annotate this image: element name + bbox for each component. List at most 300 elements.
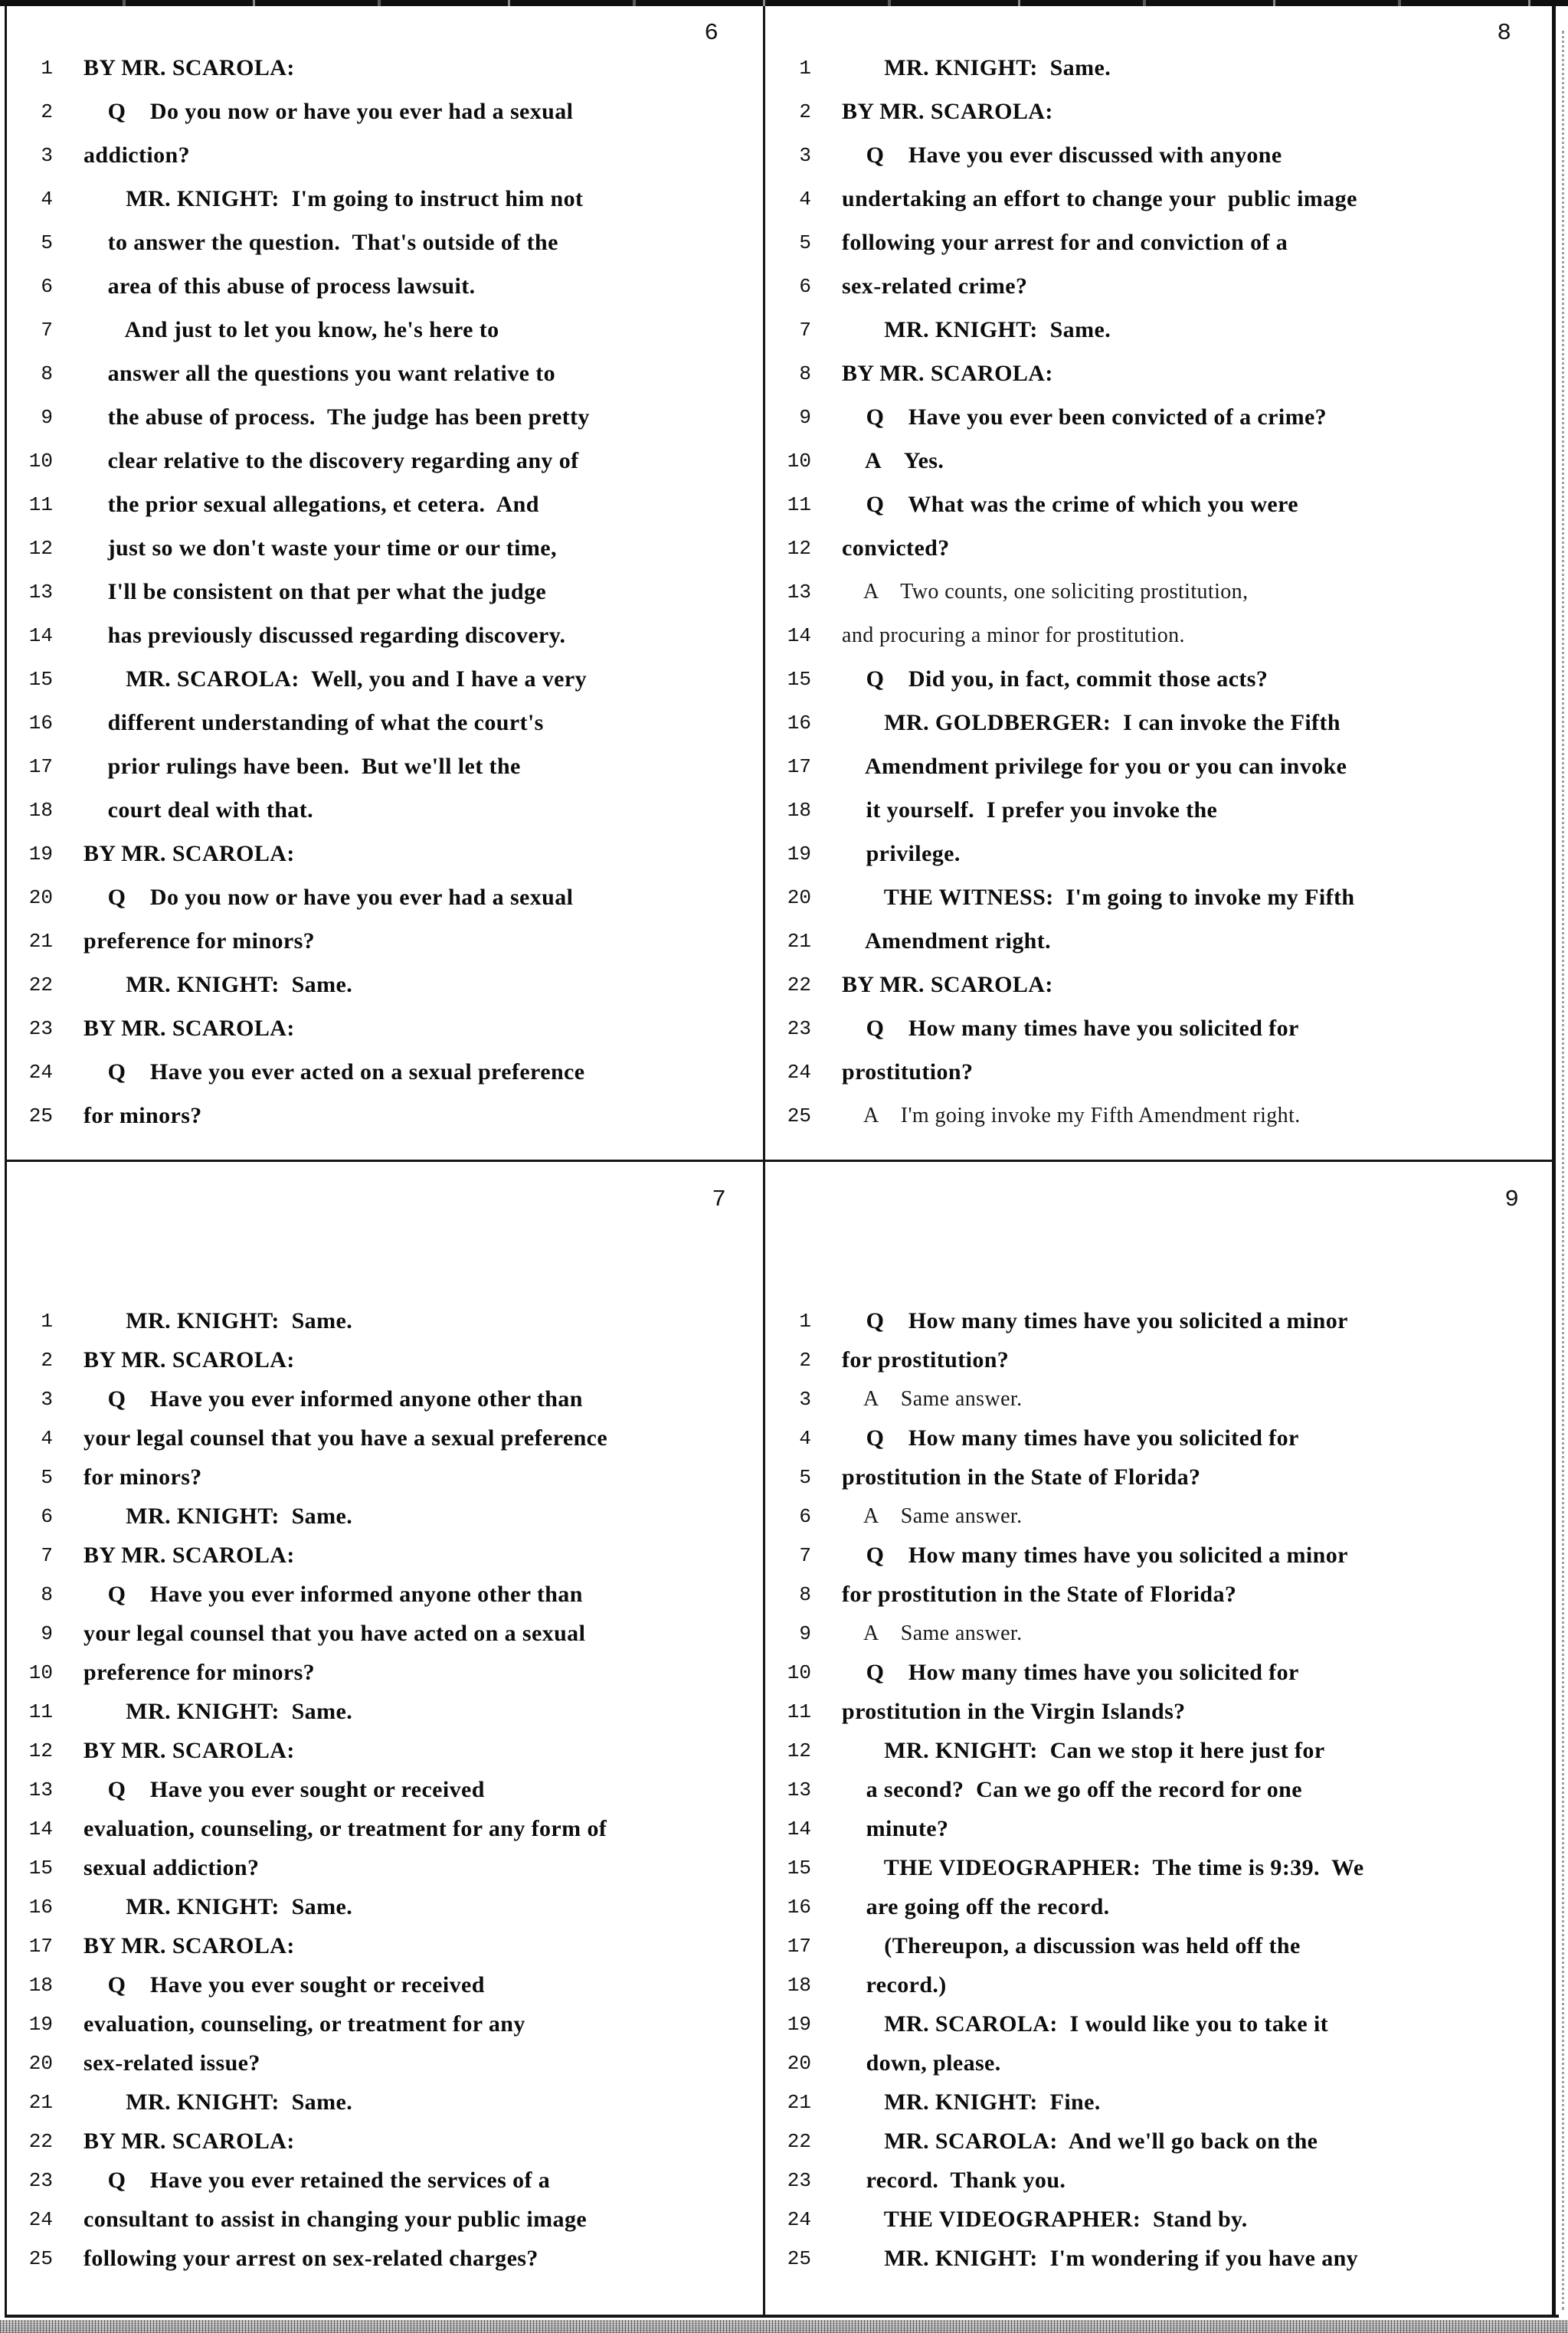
- line-text: prostitution in the State of Florida?: [842, 1464, 1201, 1490]
- transcript-line: [765, 177, 1556, 221]
- line-text: are going off the record.: [842, 1893, 1110, 1919]
- line-number: 4: [41, 1426, 53, 1450]
- transcript-line: [765, 2200, 1556, 2239]
- line-text: THE VIDEOGRAPHER: The time is 9:39. We: [842, 1854, 1364, 1880]
- line-number: 14: [787, 623, 811, 647]
- line-number: 17: [28, 1934, 53, 1958]
- line-text: prostitution in the Virgin Islands?: [842, 1698, 1186, 1724]
- transcript-line: [765, 1094, 1556, 1137]
- line-number: 1: [799, 1309, 811, 1333]
- transcript-line: [765, 614, 1556, 657]
- line-text: A Yes.: [842, 447, 944, 473]
- transcript-line: [7, 701, 763, 744]
- line-number: 5: [799, 1465, 811, 1489]
- line-number: 22: [787, 2129, 811, 2153]
- line-text: BY MR. SCAROLA:: [83, 54, 295, 80]
- line-text: record.): [842, 1971, 947, 1998]
- line-number: 14: [28, 623, 53, 647]
- line-text: to answer the question. That's outside of the: [83, 229, 558, 255]
- transcript-line: [765, 133, 1556, 177]
- line-number: 7: [41, 1543, 53, 1567]
- line-text: BY MR. SCAROLA:: [83, 2128, 295, 2154]
- line-number: 13: [28, 1778, 53, 1801]
- line-text: for prostitution?: [842, 1346, 1010, 1373]
- line-text: A I'm going invoke my Fifth Amendment right.: [842, 1103, 1301, 1127]
- line-number: 19: [787, 2012, 811, 2036]
- line-text: BY MR. SCAROLA:: [842, 98, 1053, 124]
- line-number: 12: [787, 536, 811, 560]
- line-number: 8: [41, 362, 53, 385]
- transcript-line: [7, 1006, 763, 1050]
- scan-border-top: [0, 0, 1568, 6]
- transcript-line: [7, 439, 763, 483]
- line-number: 23: [787, 1016, 811, 1040]
- line-number: 12: [28, 536, 53, 560]
- line-number: 5: [799, 231, 811, 254]
- line-number: 18: [28, 798, 53, 822]
- line-number: 6: [41, 1504, 53, 1528]
- page-number: 7: [712, 1186, 726, 1213]
- transcript-line: [7, 1926, 763, 1965]
- transcript-line: [765, 2083, 1556, 2122]
- line-text: Q Have you ever informed anyone other than: [83, 1581, 583, 1607]
- transcript-line: [7, 1770, 763, 1809]
- transcript-line: [765, 264, 1556, 308]
- line-text: and procuring a minor for prostitution.: [842, 623, 1185, 647]
- line-text: (Thereupon, a discussion was held off the: [842, 1932, 1301, 1958]
- line-number: 9: [799, 1621, 811, 1645]
- transcript-line: [765, 875, 1556, 919]
- line-number: 13: [787, 1778, 811, 1801]
- line-number: 12: [28, 1739, 53, 1762]
- line-text: consultant to assist in changing your public image: [83, 2206, 588, 2232]
- line-text: following your arrest on sex-related charges?: [83, 2245, 538, 2271]
- line-text: Q How many times have you solicited a minor: [842, 1307, 1348, 1333]
- line-text: Q Have you ever sought or received: [83, 1776, 485, 1802]
- line-text: addiction?: [83, 142, 191, 168]
- transcript-line: [765, 352, 1556, 395]
- transcript-line: [765, 308, 1556, 352]
- line-text: A Same answer.: [842, 1386, 1023, 1411]
- line-number: 24: [787, 1060, 811, 1084]
- transcript-line: [7, 1340, 763, 1379]
- line-number: 9: [41, 1621, 53, 1645]
- transcript-line: [7, 1614, 763, 1653]
- line-text: following your arrest for and conviction of a: [842, 229, 1288, 255]
- line-text: area of this abuse of process lawsuit.: [83, 273, 476, 299]
- line-number: 20: [787, 2051, 811, 2075]
- line-text: MR. SCAROLA: I would like you to take it: [842, 2011, 1329, 2037]
- line-number: 4: [799, 187, 811, 211]
- line-text: MR. KNIGHT: Same.: [83, 1307, 353, 1333]
- page-lines: [765, 46, 1556, 1137]
- line-text: Q Do you now or have you ever had a sexual: [83, 884, 574, 910]
- transcript-line: [765, 1887, 1556, 1926]
- transcript-line: [7, 614, 763, 657]
- transcript-line: [7, 177, 763, 221]
- transcript-line: [7, 395, 763, 439]
- line-text: down, please.: [842, 2050, 1001, 2076]
- line-text: preference for minors?: [83, 928, 316, 954]
- line-text: Amendment privilege for you or you can invoke: [842, 753, 1347, 779]
- line-text: a second? Can we go off the record for one: [842, 1776, 1302, 1802]
- transcript-line: [7, 1887, 763, 1926]
- line-text: I'll be consistent on that per what the judge: [83, 578, 547, 604]
- line-text: Q How many times have you solicited for: [842, 1659, 1299, 1685]
- transcript-line: [7, 526, 763, 570]
- transcript-line: [765, 570, 1556, 614]
- line-number: 4: [799, 1426, 811, 1450]
- transcript-line: [7, 1497, 763, 1536]
- transcript-line: [7, 1809, 763, 1848]
- transcript-line: [765, 1614, 1556, 1653]
- line-number: 8: [799, 362, 811, 385]
- transcript-line: [765, 1926, 1556, 1965]
- line-number: 21: [28, 2090, 53, 2114]
- page-lines: [7, 46, 763, 1137]
- transcript-line: [765, 526, 1556, 570]
- line-text: MR. SCAROLA: And we'll go back on the: [842, 2128, 1318, 2154]
- line-number: 19: [787, 842, 811, 865]
- transcript-line: [7, 919, 763, 963]
- line-text: A Same answer.: [842, 1504, 1023, 1528]
- line-number: 1: [41, 1309, 53, 1333]
- line-text: MR. KNIGHT: Same.: [83, 1893, 353, 1919]
- line-number: 6: [41, 274, 53, 298]
- line-number: 20: [28, 2051, 53, 2075]
- transcript-line: [7, 308, 763, 352]
- line-text: just so we don't waste your time or our time,: [83, 535, 557, 561]
- line-text: And just to let you know, he's here to: [83, 316, 499, 342]
- transcript-line: [7, 832, 763, 875]
- line-text: evaluation, counseling, or treatment for any: [83, 2011, 525, 2037]
- line-number: 7: [799, 1543, 811, 1567]
- line-text: BY MR. SCAROLA:: [83, 1932, 295, 1958]
- line-number: 25: [787, 1104, 811, 1127]
- line-number: 18: [787, 798, 811, 822]
- line-number: 12: [787, 1739, 811, 1762]
- line-number: 8: [41, 1582, 53, 1606]
- line-text: Amendment right.: [842, 928, 1051, 954]
- transcript-line: [765, 2161, 1556, 2200]
- line-text: Q Have you ever discussed with anyone: [842, 142, 1282, 168]
- transcript-line: [765, 46, 1556, 90]
- transcript-line: [765, 1575, 1556, 1614]
- line-number: 3: [799, 1387, 811, 1411]
- line-number: 11: [787, 1700, 811, 1723]
- transcript-line: [765, 1653, 1556, 1692]
- line-text: record. Thank you.: [842, 2167, 1066, 2193]
- line-number: 21: [787, 929, 811, 953]
- line-number: 16: [28, 1895, 53, 1919]
- line-number: 23: [28, 2168, 53, 2192]
- line-text: Q Do you now or have you ever had a sexual: [83, 98, 574, 124]
- line-text: your legal counsel that you have acted on a sexual: [83, 1620, 586, 1646]
- line-number: 13: [787, 580, 811, 604]
- transcript-line: [7, 46, 763, 90]
- line-text: undertaking an effort to change your public image: [842, 185, 1357, 211]
- line-number: 3: [41, 143, 53, 167]
- line-number: 21: [28, 929, 53, 953]
- line-number: 25: [28, 1104, 53, 1127]
- line-number: 15: [28, 667, 53, 691]
- transcript-line: [7, 2043, 763, 2083]
- line-number: 4: [41, 187, 53, 211]
- line-number: 2: [41, 100, 53, 123]
- line-number: 23: [28, 1016, 53, 1040]
- transcript-line: [765, 832, 1556, 875]
- line-text: BY MR. SCAROLA:: [83, 840, 295, 866]
- line-number: 3: [799, 143, 811, 167]
- transcript-line: [765, 2239, 1556, 2278]
- transcript-line: [7, 352, 763, 395]
- transcript-line: [7, 875, 763, 919]
- page-lines: [7, 1301, 763, 2278]
- line-text: sex-related crime?: [842, 273, 1028, 299]
- transcript-line: [765, 1965, 1556, 2004]
- line-number: 11: [28, 1700, 53, 1723]
- transcript-line: [7, 1731, 763, 1770]
- line-text: privilege.: [842, 840, 961, 866]
- transcript-line: [7, 1379, 763, 1418]
- transcript-line: [7, 1848, 763, 1887]
- transcript-line: [765, 395, 1556, 439]
- transcript-line: [7, 1458, 763, 1497]
- transcript-line: [7, 1692, 763, 1731]
- transcript-line: [7, 1653, 763, 1692]
- transcript-line: [7, 2200, 763, 2239]
- line-text: MR. KNIGHT: Same.: [842, 316, 1111, 342]
- line-number: 20: [28, 885, 53, 909]
- line-text: clear relative to the discovery regarding any of: [83, 447, 579, 473]
- line-number: 19: [28, 842, 53, 865]
- transcript-line: [765, 919, 1556, 963]
- line-number: 14: [787, 1817, 811, 1841]
- transcript-line: [7, 90, 763, 133]
- line-text: BY MR. SCAROLA:: [83, 1737, 295, 1763]
- line-text: court deal with that.: [83, 797, 313, 823]
- line-text: different understanding of what the court's: [83, 709, 544, 735]
- line-text: it yourself. I prefer you invoke the: [842, 797, 1218, 823]
- transcript-line: [765, 1497, 1556, 1536]
- transcript-line: [765, 701, 1556, 744]
- line-number: 16: [787, 711, 811, 735]
- line-number: 17: [787, 1934, 811, 1958]
- line-number: 2: [799, 1348, 811, 1372]
- transcript-line: [7, 1094, 763, 1137]
- line-text: Q How many times have you solicited a minor: [842, 1542, 1348, 1568]
- page-number: 6: [704, 20, 719, 47]
- line-number: 6: [799, 1504, 811, 1528]
- line-number: 18: [787, 1973, 811, 1997]
- line-text: Q How many times have you solicited for: [842, 1425, 1299, 1451]
- line-text: convicted?: [842, 535, 950, 561]
- transcript-line: [7, 2083, 763, 2122]
- transcript-line: [765, 90, 1556, 133]
- transcript-line: [7, 264, 763, 308]
- line-number: 20: [787, 885, 811, 909]
- transcript-line: [765, 1418, 1556, 1458]
- transcript-line: [7, 963, 763, 1006]
- line-text: Q How many times have you solicited for: [842, 1015, 1299, 1041]
- line-text: MR. KNIGHT: I'm going to instruct him not: [83, 185, 584, 211]
- line-number: 2: [799, 100, 811, 123]
- transcript-line: [7, 657, 763, 701]
- line-text: answer all the questions you want relative to: [83, 360, 555, 386]
- line-number: 1: [799, 56, 811, 80]
- transcript-page-7: [7, 1162, 763, 2315]
- line-number: 18: [28, 1973, 53, 1997]
- scan-noise-strip: [0, 2320, 1568, 2333]
- line-number: 7: [41, 318, 53, 342]
- transcript-line: [765, 439, 1556, 483]
- line-text: THE VIDEOGRAPHER: Stand by.: [842, 2206, 1248, 2232]
- transcript-line: [765, 221, 1556, 264]
- line-number: 14: [28, 1817, 53, 1841]
- transcript-line: [765, 1536, 1556, 1575]
- line-number: 16: [787, 1895, 811, 1919]
- transcript-line: [765, 1379, 1556, 1418]
- line-text: has previously discussed regarding discovery.: [83, 622, 566, 648]
- line-text: the abuse of process. The judge has been pretty: [83, 404, 590, 430]
- line-number: 10: [28, 1661, 53, 1684]
- line-text: MR. KNIGHT: Same.: [842, 54, 1111, 80]
- line-text: A Two counts, one soliciting prostitution,: [842, 579, 1249, 604]
- transcript-line: [765, 1848, 1556, 1887]
- line-number: 24: [28, 2207, 53, 2231]
- line-text: Q Did you, in fact, commit those acts?: [842, 666, 1268, 692]
- page-number: 8: [1497, 20, 1511, 47]
- line-text: Q Have you ever been convicted of a crime?: [842, 404, 1327, 430]
- transcript-line: [7, 1301, 763, 1340]
- transcript-line: [765, 483, 1556, 526]
- transcript-page-9: [765, 1162, 1556, 2315]
- transcript-line: [765, 1050, 1556, 1094]
- line-number: 13: [28, 580, 53, 604]
- line-text: MR. KNIGHT: Same.: [83, 1698, 353, 1724]
- line-text: BY MR. SCAROLA:: [83, 1346, 295, 1373]
- line-text: for minors?: [83, 1102, 202, 1128]
- line-text: for prostitution in the State of Florida?: [842, 1581, 1237, 1607]
- scan-border-bottom: [5, 2315, 1559, 2318]
- line-number: 21: [787, 2090, 811, 2114]
- line-number: 24: [787, 2207, 811, 2231]
- transcript-line: [7, 221, 763, 264]
- line-text: prostitution?: [842, 1059, 974, 1085]
- page-number: 9: [1504, 1186, 1519, 1213]
- line-number: 8: [799, 1582, 811, 1606]
- line-number: 24: [28, 1060, 53, 1084]
- line-text: MR. SCAROLA: Well, you and I have a very: [83, 666, 588, 692]
- line-text: MR. KNIGHT: Fine.: [842, 2089, 1101, 2115]
- line-number: 16: [28, 711, 53, 735]
- transcript-line: [7, 2239, 763, 2278]
- transcript-line: [765, 1006, 1556, 1050]
- transcript-line: [765, 657, 1556, 701]
- transcript-line: [7, 2122, 763, 2161]
- transcript-line: [765, 2043, 1556, 2083]
- line-number: 17: [787, 754, 811, 778]
- transcript-line: [7, 1418, 763, 1458]
- line-text: Q Have you ever retained the services of a: [83, 2167, 551, 2193]
- line-number: 22: [787, 973, 811, 996]
- transcript-line: [765, 1809, 1556, 1848]
- line-text: BY MR. SCAROLA:: [83, 1542, 295, 1568]
- line-text: for minors?: [83, 1464, 202, 1490]
- line-number: 9: [799, 405, 811, 429]
- transcript-line: [765, 1340, 1556, 1379]
- transcript-page-8: [765, 6, 1556, 1160]
- transcript-line: [7, 1050, 763, 1094]
- line-text: MR. KNIGHT: Same.: [83, 971, 353, 997]
- line-text: MR. GOLDBERGER: I can invoke the Fifth: [842, 709, 1340, 735]
- line-text: evaluation, counseling, or treatment for any form of: [83, 1815, 607, 1841]
- line-number: 9: [41, 405, 53, 429]
- transcript-line: [765, 2004, 1556, 2043]
- transcript-line: [7, 744, 763, 788]
- line-number: 25: [28, 2246, 53, 2270]
- line-number: 17: [28, 754, 53, 778]
- transcript-line: [7, 1536, 763, 1575]
- line-text: preference for minors?: [83, 1659, 316, 1685]
- transcript-line: [7, 1965, 763, 2004]
- transcript-line: [7, 2161, 763, 2200]
- transcript-line: [7, 788, 763, 832]
- line-number: 5: [41, 231, 53, 254]
- line-text: the prior sexual allegations, et cetera. And: [83, 491, 539, 517]
- transcript-line: [765, 744, 1556, 788]
- line-text: BY MR. SCAROLA:: [83, 1015, 295, 1041]
- line-text: MR. KNIGHT: Same.: [83, 2089, 353, 2115]
- page-lines: [765, 1301, 1556, 2278]
- transcript-line: [765, 1731, 1556, 1770]
- line-number: 11: [28, 492, 53, 516]
- scan-noise-right: [1560, 31, 1564, 2310]
- transcript-line: [765, 963, 1556, 1006]
- line-text: sexual addiction?: [83, 1854, 260, 1880]
- line-number: 11: [787, 492, 811, 516]
- line-text: Q What was the crime of which you were: [842, 491, 1298, 517]
- line-number: 19: [28, 2012, 53, 2036]
- line-number: 15: [787, 1856, 811, 1880]
- line-text: MR. KNIGHT: I'm wondering if you have any: [842, 2245, 1359, 2271]
- transcript-line: [765, 1692, 1556, 1731]
- line-text: sex-related issue?: [83, 2050, 260, 2076]
- transcript-line: [765, 1458, 1556, 1497]
- line-text: Q Have you ever acted on a sexual preference: [83, 1059, 585, 1085]
- line-number: 15: [28, 1856, 53, 1880]
- line-number: 10: [787, 1661, 811, 1684]
- transcript-line: [765, 1770, 1556, 1809]
- line-text: THE WITNESS: I'm going to invoke my Fifth: [842, 884, 1355, 910]
- line-text: BY MR. SCAROLA:: [842, 360, 1053, 386]
- transcript-line: [7, 1575, 763, 1614]
- line-text: minute?: [842, 1815, 949, 1841]
- transcript-line: [7, 483, 763, 526]
- line-text: Q Have you ever sought or received: [83, 1971, 485, 1998]
- line-text: prior rulings have been. But we'll let the: [83, 753, 521, 779]
- transcript-line: [765, 788, 1556, 832]
- line-number: 6: [799, 274, 811, 298]
- line-text: MR. KNIGHT: Same.: [83, 1503, 353, 1529]
- line-number: 10: [787, 449, 811, 473]
- line-number: 2: [41, 1348, 53, 1372]
- line-number: 7: [799, 318, 811, 342]
- transcript-line: [765, 2122, 1556, 2161]
- transcript-line: [765, 1301, 1556, 1340]
- line-text: BY MR. SCAROLA:: [842, 971, 1053, 997]
- line-number: 23: [787, 2168, 811, 2192]
